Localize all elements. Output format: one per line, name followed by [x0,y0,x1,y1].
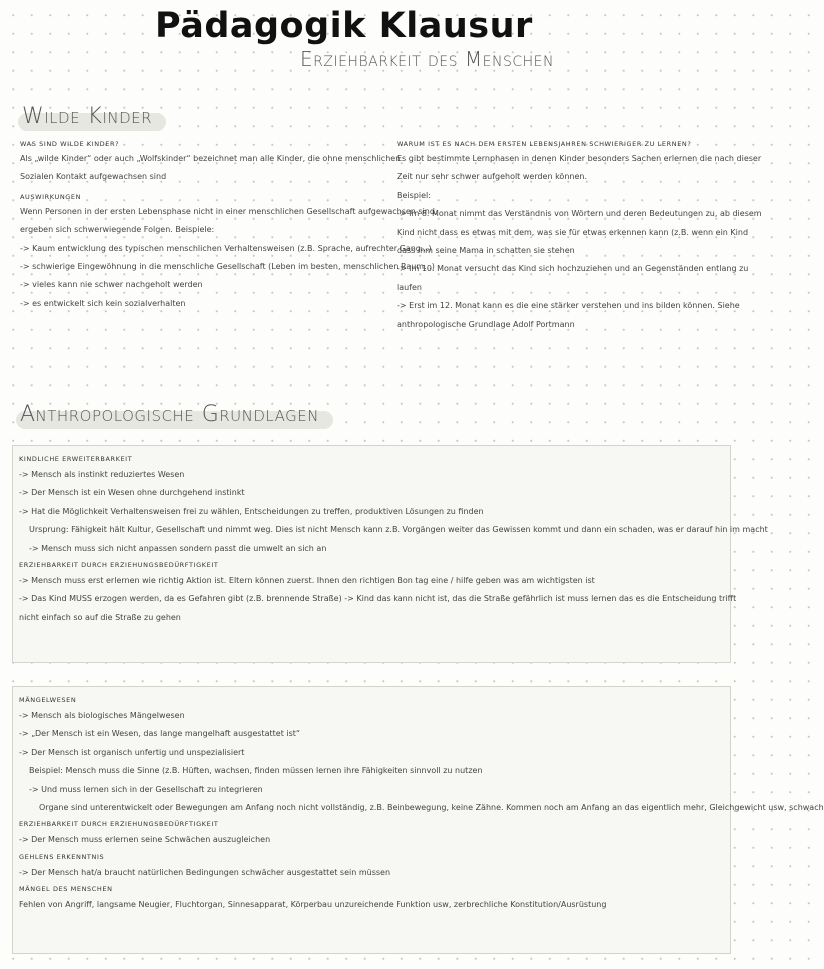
note-line: -> Und muss lernen sich in der Gesellschaft zu integrieren [29,784,263,794]
page-subtitle: Erziehbarkeit des Menschen [300,47,554,71]
note-box-erweiterbarkeit [12,445,768,663]
note-line: laufen [397,282,423,292]
note-label: WAS SIND WILDE KINDER? [20,140,120,148]
note-line: -> Der Mensch muss erlernen seine Schwächen auszugleichen [19,835,271,845]
note-line: Als „wilde Kinder“ oder auch „Wolfskinder“ bezeichnet man alle Kinder, die ohne menschlichen [20,154,401,163]
wilde-kinder-right-column [397,134,762,334]
note-line: Es gibt bestimmte Lernphasen in denen Kinder besonders Sachen erlernen die nach dieser [397,154,762,163]
note-line: Beispiel: Mensch muss die Sinne (z.B. Hüften, wachsen, finden müssen lernen ihre Fähigkeiten sinnvoll zu nutzen [29,766,483,776]
note-line: Ursprung: Fähigkeit hält Kultur, Gesellschaft und nimmt weg. Dies ist nicht Mensch kann z.B. Vorgängen weiter das Gewissen kommt und dann ein schaden, was er darauf hin im macht [29,525,768,535]
note-line: -> Mensch als instinkt reduziertes Wesen [19,470,185,479]
note-line: ergeben sich schwerwiegende Folgen. Beispiele: [20,225,215,235]
section-heading-wilde-kinder: Wilde Kinder [22,104,152,129]
note-line: -> Mensch als biologisches Mängelwesen [19,711,185,720]
note-box-maengelwesen [12,686,824,954]
note-label: WARUM IST ES NACH DEM ERSTEN LEBENSJAHREN SCHWIERIGER ZU LERNEN? [397,140,692,148]
note-line: -> Im 10. Monat versucht das Kind sich hochzuziehen und an Gegenständen entlang zu [397,264,749,274]
note-label: ERZIEHBARKEIT DURCH ERZIEHUNGSBEDÜRFTIGKEIT [19,561,219,570]
note-label: ERZIEHBARKEIT DURCH ERZIEHUNGSBEDÜRFTIGKEIT [19,820,219,829]
note-line: nicht einfach so auf die Straße zu gehen [19,612,181,622]
note-line: Organe sind unterentwickelt oder Bewegungen am Anfang noch nicht vollständig, z.B. Beinbewegung, keine Zähne. Kommen noch am Anfang an das eigentlich mehr, Gleichgewicht usw, schwach [39,803,824,813]
note-line: Sozialen Kontakt aufgewachsen sind [20,172,167,182]
note-line: -> Der Mensch ist ein Wesen ohne durchgehend instinkt [19,488,245,498]
note-line: -> Kaum entwicklung des typischen menschlichen Verhaltensweisen (z.B. Sprache, aufrechter Gang...) [20,243,432,253]
note-line: -> Mensch muss sich nicht anpassen sondern passt die umwelt an sich an [29,543,327,553]
note-line: Kind nicht dass es etwas mit dem, was sie für etwas erkennen kann (z.B. wenn ein Kind [397,227,749,237]
note-line: -> es entwickelt sich kein sozialverhalten [20,298,186,308]
note-line: -> Mensch muss erst erlernen wie richtig Aktion ist. Eltern können zuerst. Ihnen den richtigen Bon tag eine / hilfe geben was am wichtigsten ist [19,576,595,586]
note-line: Beispiel: [397,190,431,200]
note-label: KINDLICHE ERWEITERBARKEIT [19,455,133,463]
note-label: MÄNGELWESEN [19,696,77,704]
note-label: AUSWIRKUNGEN [20,192,82,201]
note-line: -> Das Kind MUSS erzogen werden, da es Gefahren gibt (z.B. brennende Straße) -> Kind das kann nicht ist, das die Straße gefährlich ist muss lernen das es die Entscheidung trifft [19,594,737,604]
section-heading-anthropo: Anthropologische Grundlagen [20,402,319,427]
note-line: Wenn Personen in der ersten Lebensphase nicht in einer menschlichen Gesellschaft aufgewachsen sind, [20,206,438,216]
note-label: GEHLENS ERKENNTNIS [19,852,105,861]
note-line: -> „Der Mensch ist ein Wesen, das lange mangelhaft ausgestattet ist“ [19,729,301,739]
note-line: -> Erst im 12. Monat kann es die eine stärker verstehen und ins bilden können. Siehe [397,301,740,311]
page-title: Pädagogik Klausur [155,6,533,46]
note-line: -> Der Mensch ist organisch unfertig und unspezialisiert [19,747,245,757]
note-line: -> vieles kann nie schwer nachgeholt werden [20,280,203,290]
note-line: -> schwierige Eingewöhnung in die menschliche Gesellschaft (Leben im besten, menschlichen Raum...) [20,262,435,272]
note-line: -> Der Mensch hat/a braucht natürlichen Bedingungen schwächer ausgestattet sein müssen [19,867,391,877]
note-line: -> Hat die Möglichkeit Verhaltensweisen frei zu wählen, Entscheidungen zu treffen, produktiven Lösungen zu finden [19,506,484,516]
note-line: -> Im 8. Monat nimmt das Verständnis von Wörtern und deren Bedeutungen zu, ab diesem [397,209,762,219]
note-line: anthropologische Grundlage Adolf Portmann [397,319,575,329]
note-line: Zeit nur sehr schwer aufgeholt werden können. [397,172,588,182]
note-line: Fehlen von Angriff, langsame Neugier, Fluchtorgan, Sinnesapparat, Körperbau unzureichende Funktion usw, zerbrechliche Konstitution/Ausrüstung [19,900,607,910]
note-line: dass ihm seine Mama in schatten sie stehen [397,246,575,256]
note-label: MÄNGEL DES MENSCHEN [19,885,113,894]
